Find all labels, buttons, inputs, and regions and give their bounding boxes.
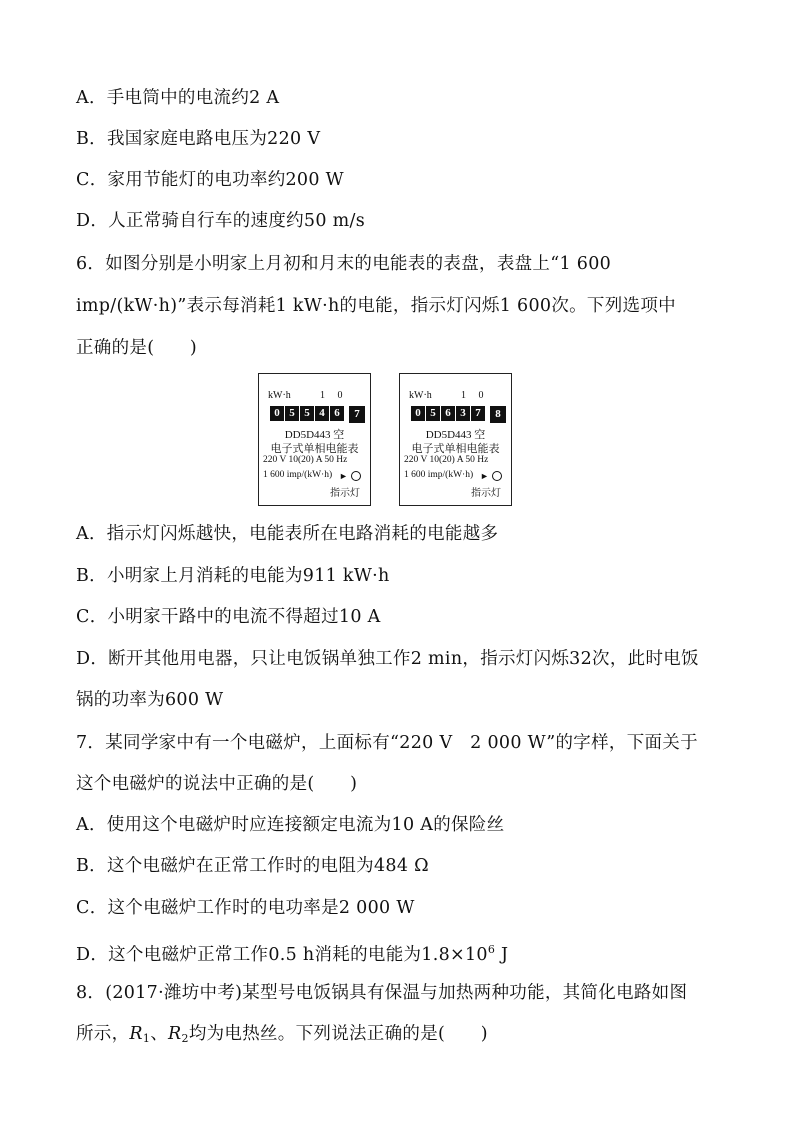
meter-rating: 220 V 10(20) A 50 Hz xyxy=(263,455,348,465)
meter-imp: 1 600 imp/(kW·h) xyxy=(263,470,333,480)
q8-stem-line1: 8．(2017·潍坊中考)某型号电饭锅具有保温与加热两种功能，其简化电路如图 xyxy=(76,983,688,1003)
q6-stem-line1: 6．如图分别是小明家上月初和月末的电能表的表盘，表盘上“1 600 xyxy=(76,254,612,274)
meter-rating: 220 V 10(20) A 50 Hz xyxy=(404,455,489,465)
q6-option-d-line2: 锅的功率为600 W xyxy=(76,690,224,710)
q8-stem-line2: 所示，$R_1$、$R_2$均为电热丝。下列说法正确的是( ) xyxy=(76,1024,488,1045)
q6-option-b: B．小明家上月消耗的电能为911 kW·h xyxy=(76,566,390,586)
meter-lamp-label: 指示灯 xyxy=(471,488,501,499)
meter-digits xyxy=(411,406,506,423)
electric-meter-end xyxy=(399,373,512,506)
q7-option-d: D．这个电磁炉正常工作0.5 h消耗的电能为$1.8\times 10^6$ J xyxy=(76,943,509,965)
q7-option-c: C．这个电磁炉工作时的电功率是2 000 W xyxy=(76,898,415,918)
meter-unit: kW·h xyxy=(268,390,291,401)
arrow-icon: ► xyxy=(339,471,348,481)
meter-digit: 3 xyxy=(456,406,470,421)
q6-stem-line2: imp/(kW·h)”表示每消耗1 kW·h的电能，指示灯闪烁1 600次。下列选项中 xyxy=(76,296,676,316)
meter-model: DD5D443 空 xyxy=(284,429,345,441)
meter-multiplier: 1 0 xyxy=(320,390,348,401)
meter-decimal-digit: 7 xyxy=(349,406,365,423)
q5-option-c: C．家用节能灯的电功率约200 W xyxy=(76,170,344,190)
q6-option-d-line1: D．断开其他用电器，只让电饭锅单独工作2 min，指示灯闪烁32次，此时电饭 xyxy=(76,649,699,669)
meter-kind: 电子式单相电能表 xyxy=(411,443,500,455)
meter-digit: 5 xyxy=(300,406,314,421)
meter-digit: 6 xyxy=(330,406,344,421)
meter-digit: 5 xyxy=(426,406,440,421)
meter-kind: 电子式单相电能表 xyxy=(270,443,359,455)
meter-digit: 7 xyxy=(471,406,485,421)
q5-option-a: A．手电筒中的电流约2 A xyxy=(76,88,280,108)
meter-multiplier: 1 0 xyxy=(461,390,489,401)
meter-digits xyxy=(270,406,365,423)
q6-stem-line3: 正确的是( ) xyxy=(76,338,198,358)
q7-stem-line2: 这个电磁炉的说法中正确的是( ) xyxy=(76,774,358,794)
meter-digit: 0 xyxy=(270,406,284,421)
meter-model: DD5D443 空 xyxy=(425,429,486,441)
meter-digit: 6 xyxy=(441,406,455,421)
q5-option-d: D．人正常骑自行车的速度约50 m/s xyxy=(76,211,366,231)
meter-digit: 0 xyxy=(411,406,425,421)
q5-option-b: B．我国家庭电路电压为220 V xyxy=(76,129,321,149)
indicator-lamp-icon xyxy=(492,471,502,481)
q7-stem-line1: 7．某同学家中有一个电磁炉，上面标有“220 V 2 000 W”的字样，下面关于 xyxy=(76,733,698,753)
meter-digit: 5 xyxy=(285,406,299,421)
electric-meter-start xyxy=(258,373,371,506)
meter-decimal-digit: 8 xyxy=(490,406,506,423)
q6-option-a: A．指示灯闪烁越快，电能表所在电路消耗的电能越多 xyxy=(76,524,499,544)
meter-imp: 1 600 imp/(kW·h) xyxy=(404,470,474,480)
q7-option-b: B．这个电磁炉在正常工作时的电阻为484 Ω xyxy=(76,856,429,876)
q6-option-c: C．小明家干路中的电流不得超过10 A xyxy=(76,607,381,627)
arrow-icon: ► xyxy=(480,471,489,481)
exponent: 6 xyxy=(487,943,496,956)
meter-unit: kW·h xyxy=(409,390,432,401)
meter-digit: 4 xyxy=(315,406,329,421)
indicator-lamp-icon xyxy=(351,471,361,481)
meter-lamp-label: 指示灯 xyxy=(330,488,360,499)
q7-option-a: A．使用这个电磁炉时应连接额定电流为10 A的保险丝 xyxy=(76,815,505,835)
